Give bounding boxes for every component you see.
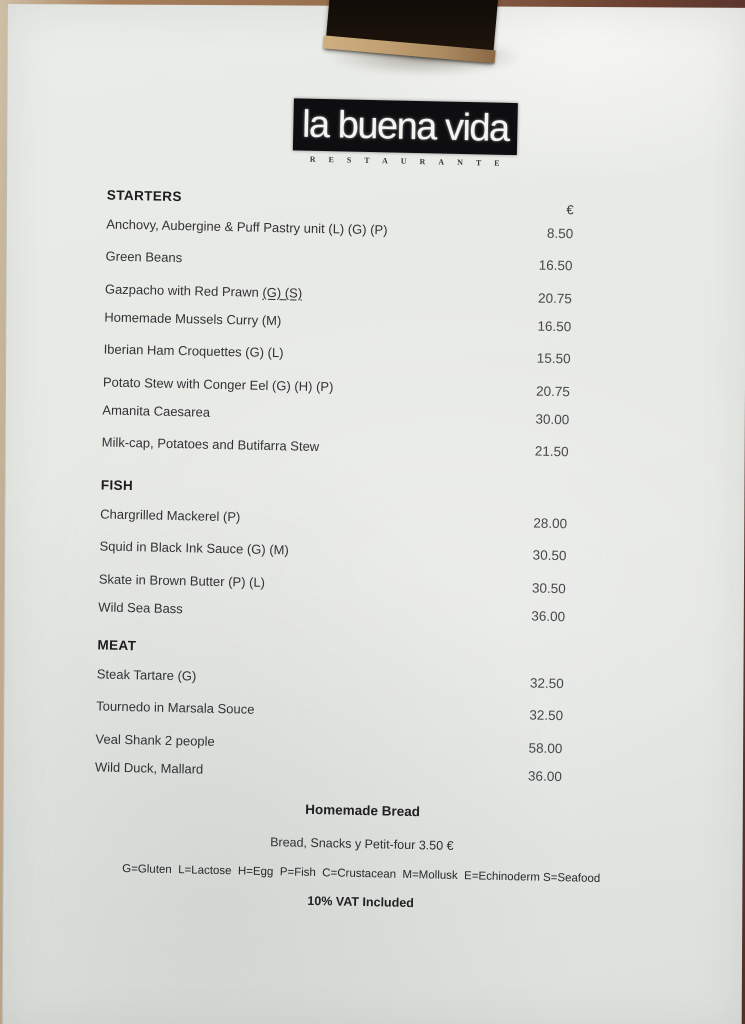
restaurant-logo <box>293 98 518 168</box>
menu-item-name: Amanita Caesarea <box>102 402 211 420</box>
menu-item-price: 32.50 <box>529 675 564 692</box>
menu-footer <box>0 795 732 916</box>
menu-item-name: Green Beans <box>105 248 183 266</box>
menu-item-name: Wild Sea Bass <box>98 599 183 617</box>
section-items <box>101 218 573 476</box>
menu-section <box>101 186 574 476</box>
menu-item-price: 36.00 <box>531 608 566 625</box>
menu-item-price: 30.00 <box>535 411 570 428</box>
menu-item-price: 21.50 <box>534 443 569 460</box>
menu-item-name: Veal Shank 2 people <box>95 731 215 749</box>
section-title: FISH <box>100 477 134 494</box>
menu-paper <box>2 4 745 1024</box>
currency-symbol: € <box>566 202 574 218</box>
menu-item-price: 36.00 <box>527 768 562 785</box>
restaurant-logo-box <box>293 98 518 155</box>
menu-item-name: Squid in Black Ink Sauce (G) (M) <box>99 538 289 558</box>
menu-section <box>94 635 564 801</box>
menu-item-price: 16.50 <box>537 318 572 335</box>
menu-item-price: 15.50 <box>536 350 571 367</box>
bread-detail: Bread, Snacks y Petit-four 3.50 € <box>270 835 454 853</box>
menu-item-name: Gazpacho with Red Prawn (G) (S) <box>104 281 303 301</box>
menu-item-name: Homemade Mussels Curry (M) <box>104 309 282 329</box>
menu-item-price: 32.50 <box>529 707 564 724</box>
section-items <box>94 667 563 801</box>
menu-item-name: Chargrilled Mackerel (P) <box>100 506 241 525</box>
menu-item-name: Iberian Ham Croquettes (G) (L) <box>103 341 284 361</box>
menu-item-price: 58.00 <box>528 740 563 757</box>
menu-item-name: Tournedo in Marsala Souce <box>96 698 255 717</box>
menu-item-name: Steak Tartare (G) <box>96 666 197 684</box>
bread-title: Homemade Bread <box>305 801 421 820</box>
section-title: MEAT <box>97 637 137 654</box>
vat-note: 10% VAT Included <box>307 893 415 911</box>
menu-item-price: 16.50 <box>538 257 573 274</box>
section-title: STARTERS <box>106 187 182 205</box>
allergen-legend: G=Gluten L=Lactose H=Egg P=Fish C=Crustacean M=Mollusk E=Echinoderm S=Seafood <box>122 863 601 886</box>
menu-item-name: Potato Stew with Conger Eel (G) (H) (P) <box>102 374 334 395</box>
menu-item-price: 20.75 <box>537 290 572 307</box>
menu-item-name: Anchovy, Aubergine & Puff Pastry unit (L) (G) (P) <box>106 216 388 238</box>
menu-item-price: 30.50 <box>531 580 566 597</box>
menu-section <box>98 475 568 641</box>
section-items <box>98 507 567 641</box>
menu-sections <box>0 183 745 804</box>
menu-item-name: Skate in Brown Butter (P) (L) <box>98 571 266 590</box>
menu-item-name: Milk-cap, Potatoes and Butifarra Stew <box>101 434 320 455</box>
menu-content <box>0 2 745 1024</box>
menu-item-price: 20.75 <box>535 383 571 400</box>
menu-item-price: 28.00 <box>533 515 568 532</box>
restaurant-name: la buena vida <box>301 103 510 150</box>
menu-item-price: 30.50 <box>532 547 567 564</box>
menu-item-price: 8.50 <box>546 225 574 242</box>
menu-item-name: Wild Duck, Mallard <box>94 759 204 777</box>
restaurant-subtitle: RESTAURANTE <box>309 154 513 169</box>
